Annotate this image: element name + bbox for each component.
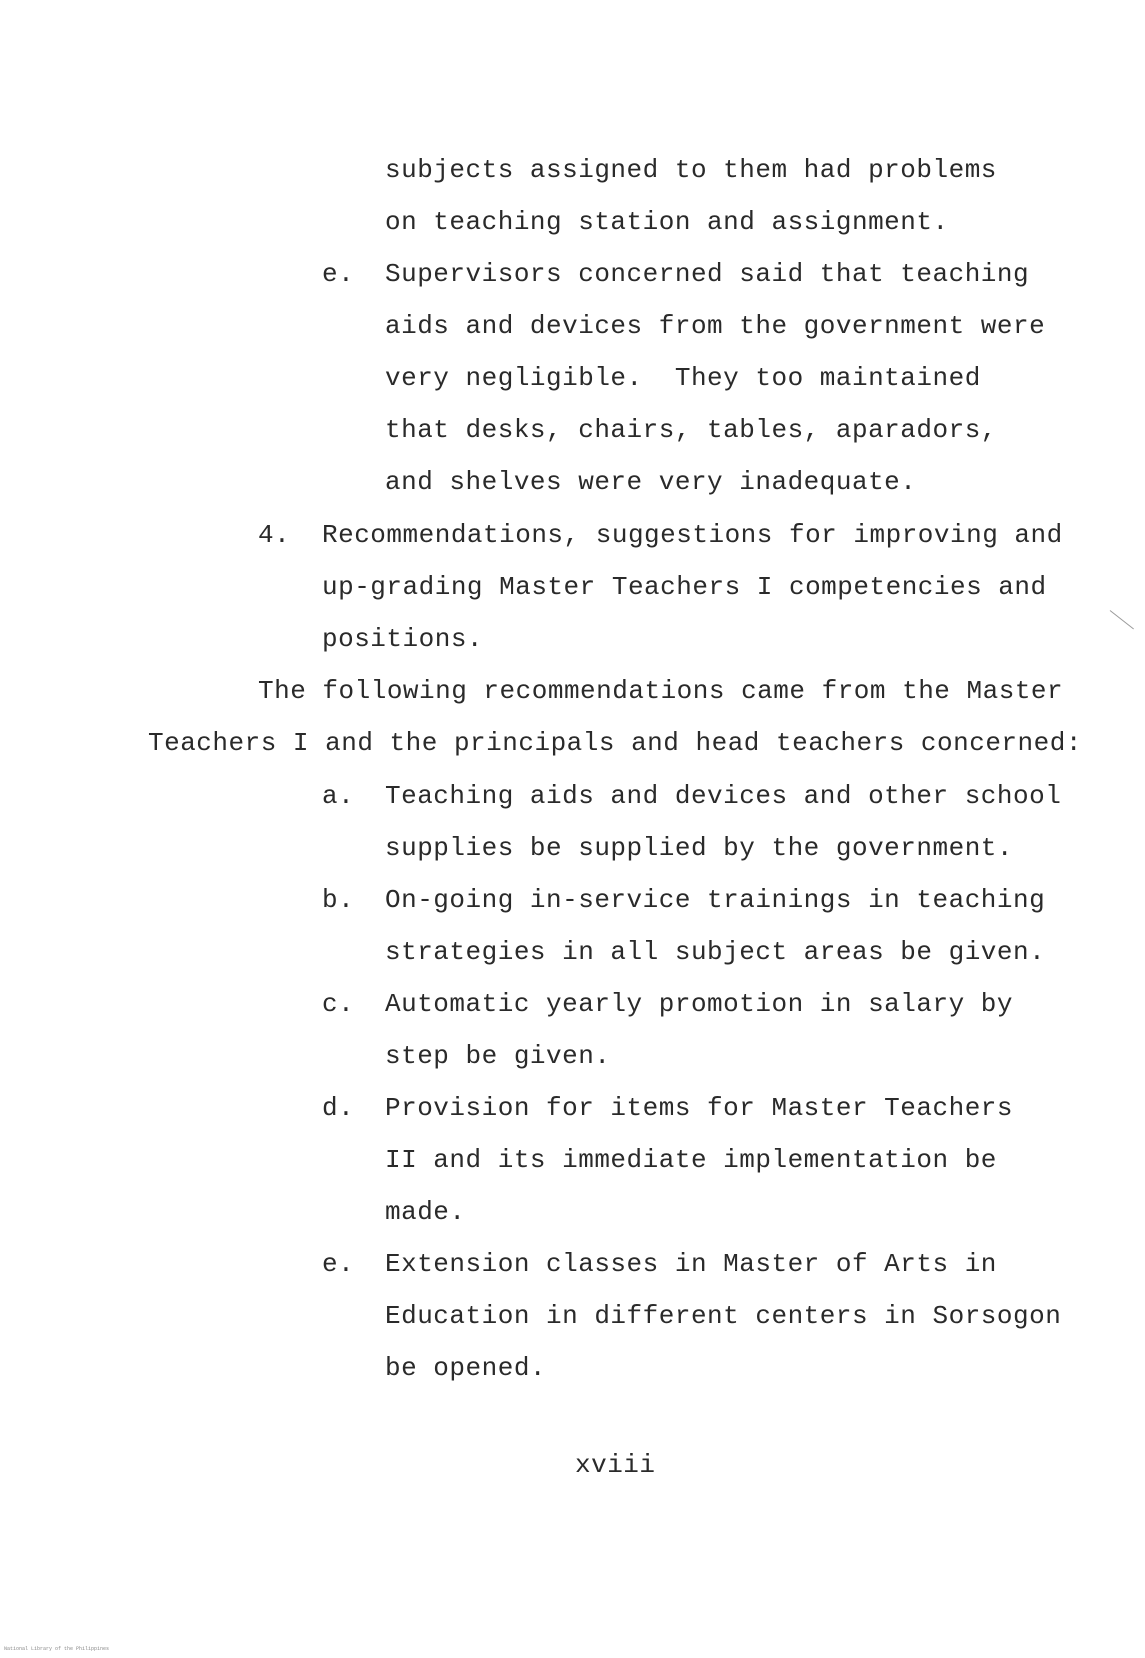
list-item: Teaching aids and devices and other school: [385, 781, 1062, 811]
list-marker: d.: [322, 1093, 355, 1123]
text-line: very negligible. They too maintained: [385, 363, 981, 393]
list-marker: 4.: [258, 520, 291, 550]
list-marker: e.: [322, 259, 355, 289]
list-item: supplies be supplied by the government.: [385, 833, 1013, 863]
list-item: step be given.: [385, 1041, 611, 1071]
scan-footer-note: National Library of the Philippines: [4, 1646, 110, 1652]
list-marker: a.: [322, 781, 355, 811]
text-line: up-grading Master Teachers I competencies and: [322, 572, 1047, 602]
text-line: subjects assigned to them had problems: [385, 155, 997, 185]
list-item: Education in different centers in Sorsogon: [385, 1301, 1062, 1331]
text-line: positions.: [322, 624, 484, 654]
list-item: II and its immediate implementation be: [385, 1145, 997, 1175]
list-item: On-going in-service trainings in teaching: [385, 885, 1046, 915]
text-line: Teachers I and the principals and head teachers concerned:: [148, 728, 1082, 758]
list-item: be opened.: [385, 1353, 547, 1383]
list-marker: e.: [322, 1249, 355, 1279]
text-line: that desks, chairs, tables, aparadors,: [385, 415, 997, 445]
text-line: Supervisors concerned said that teaching: [385, 259, 1030, 289]
list-marker: c.: [322, 989, 355, 1019]
list-item: Automatic yearly promotion in salary by: [385, 989, 1013, 1019]
text-line: Recommendations, suggestions for improving and: [322, 520, 1063, 550]
list-marker: b.: [322, 885, 355, 915]
text-line: aids and devices from the government were: [385, 311, 1046, 341]
list-item: made.: [385, 1197, 466, 1227]
list-item: Provision for items for Master Teachers: [385, 1093, 1013, 1123]
list-item: Extension classes in Master of Arts in: [385, 1249, 997, 1279]
text-line: The following recommendations came from the Master: [258, 676, 1064, 706]
list-item: strategies in all subject areas be given.: [385, 937, 1046, 967]
stray-pen-mark: [1110, 610, 1134, 629]
page-number: xviii: [575, 1450, 656, 1480]
text-line: on teaching station and assignment.: [385, 207, 949, 237]
text-line: and shelves were very inadequate.: [385, 467, 917, 497]
